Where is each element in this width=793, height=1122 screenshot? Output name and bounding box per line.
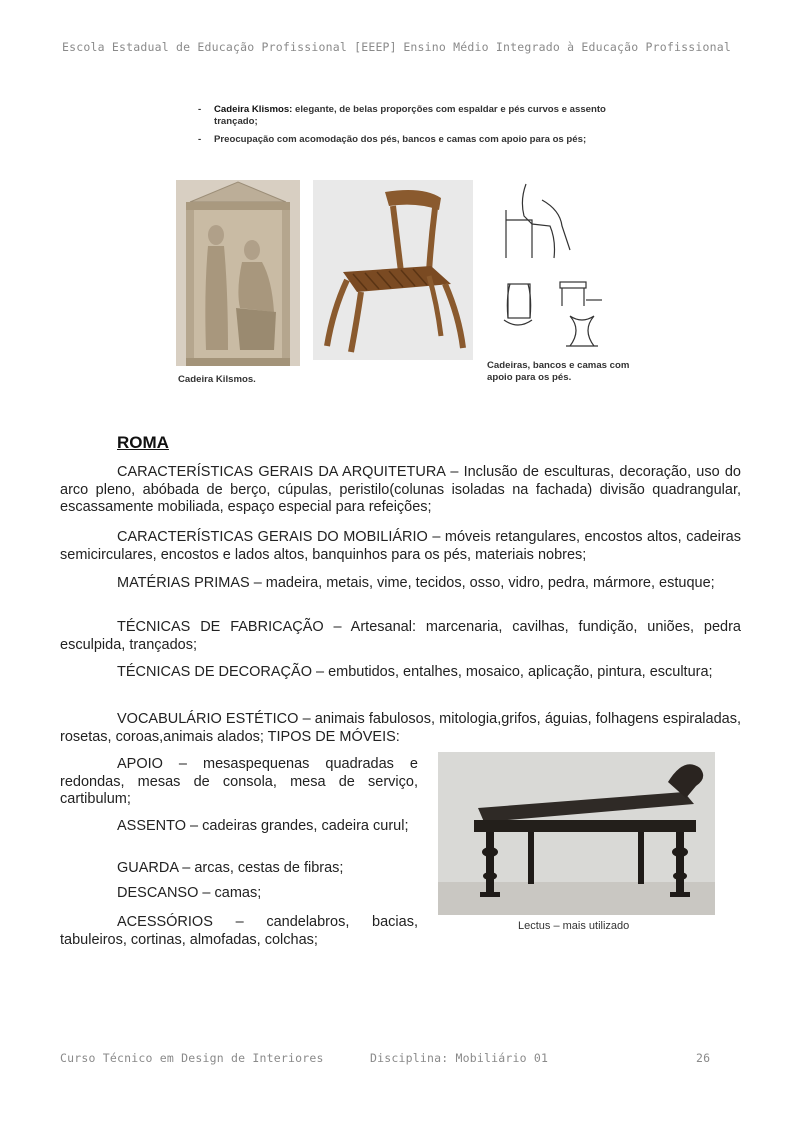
paragraph-fabrication: TÉCNICAS DE FABRICAÇÃO – Artesanal: marcenaria, cavilhas, fundição, uniões, pedra esculpida, trançados; — [60, 619, 741, 653]
type-rest: DESCANSO – camas; — [117, 885, 262, 901]
bullet-klismos-strong: Cadeira Klismos: — [214, 104, 293, 115]
type-storage: GUARDA – arcas, cestas de fibras; — [117, 860, 344, 876]
bullet-feet — [198, 134, 618, 146]
klismos-chair-image — [313, 180, 473, 360]
paragraph-decoration: TÉCNICAS DE DECORAÇÃO – embutidos, entalhes, mosaico, aplicação, pintura, escultura; — [117, 664, 713, 680]
furniture-sketch-image — [486, 180, 620, 355]
paragraph-architecture: CARACTERÍSTICAS GERAIS DA ARQUITETURA – Inclusão de esculturas, decoração, uso do arco pleno, abóbada de berço, cúpulas, peristilo(colunas isoladas na fachada) divisão quadrangular, escassamente mobiliada, espaço especial para refeições; — [60, 464, 741, 515]
paragraph-vocabulary: VOCABULÁRIO ESTÉTICO – animais fabulosos, mitologia,grifos, águias, folhagens espiraladas, rosetas, coroas,animais alados; TIPOS DE MÓVEIS: — [60, 711, 741, 745]
header-school: Escola Estadual de Educação Profissional [EEEP] — [62, 40, 397, 54]
footer-course: Curso Técnico em Design de Interiores — [60, 1051, 324, 1065]
type-seat: ASSENTO – cadeiras grandes, cadeira curul; — [117, 818, 409, 834]
bullet-klismos-text: elegante, de belas proporções com espaldar e pés curvos e assento trançado; — [214, 104, 606, 127]
caption-sketch: Cadeiras, bancos e camas com apoio para os pés. — [487, 360, 630, 383]
page-number: 26 — [696, 1051, 711, 1065]
caption-klismos: Cadeira Kilsmos. — [178, 374, 256, 385]
footer-discipline: Disciplina: Mobiliário 01 — [370, 1051, 549, 1065]
type-accessories: ACESSÓRIOS – candelabros, bacias, tabuleiros, cortinas, almofadas, colchas; — [60, 914, 418, 948]
paragraph-furniture: CARACTERÍSTICAS GERAIS DO MOBILIÁRIO – móveis retangulares, encostos altos, cadeiras semicirculares, encostos e lados altos, banquinhos para os pés, materiais nobres; — [60, 529, 741, 563]
figure-bullets — [198, 104, 618, 152]
header-course: Ensino Médio Integrado à Educação Profissional — [403, 40, 731, 54]
bullet-klismos — [198, 104, 618, 128]
section-title: ROMA — [117, 433, 169, 452]
lectus-image — [438, 752, 715, 915]
caption-lectus: Lectus – mais utilizado — [518, 920, 630, 932]
paragraph-materials: MATÉRIAS PRIMAS – madeira, metais, vime, tecidos, osso, vidro, pedra, mármore, estuque; — [117, 575, 715, 591]
greek-stele-image — [176, 180, 300, 366]
type-support: APOIO – mesaspequenas quadradas e redondas, mesas de consola, mesa de serviço, cartibulum; — [60, 756, 418, 807]
bullet-feet-text: Preocupação com acomodação dos pés, bancos e camas com apoio para os pés; — [214, 134, 587, 145]
